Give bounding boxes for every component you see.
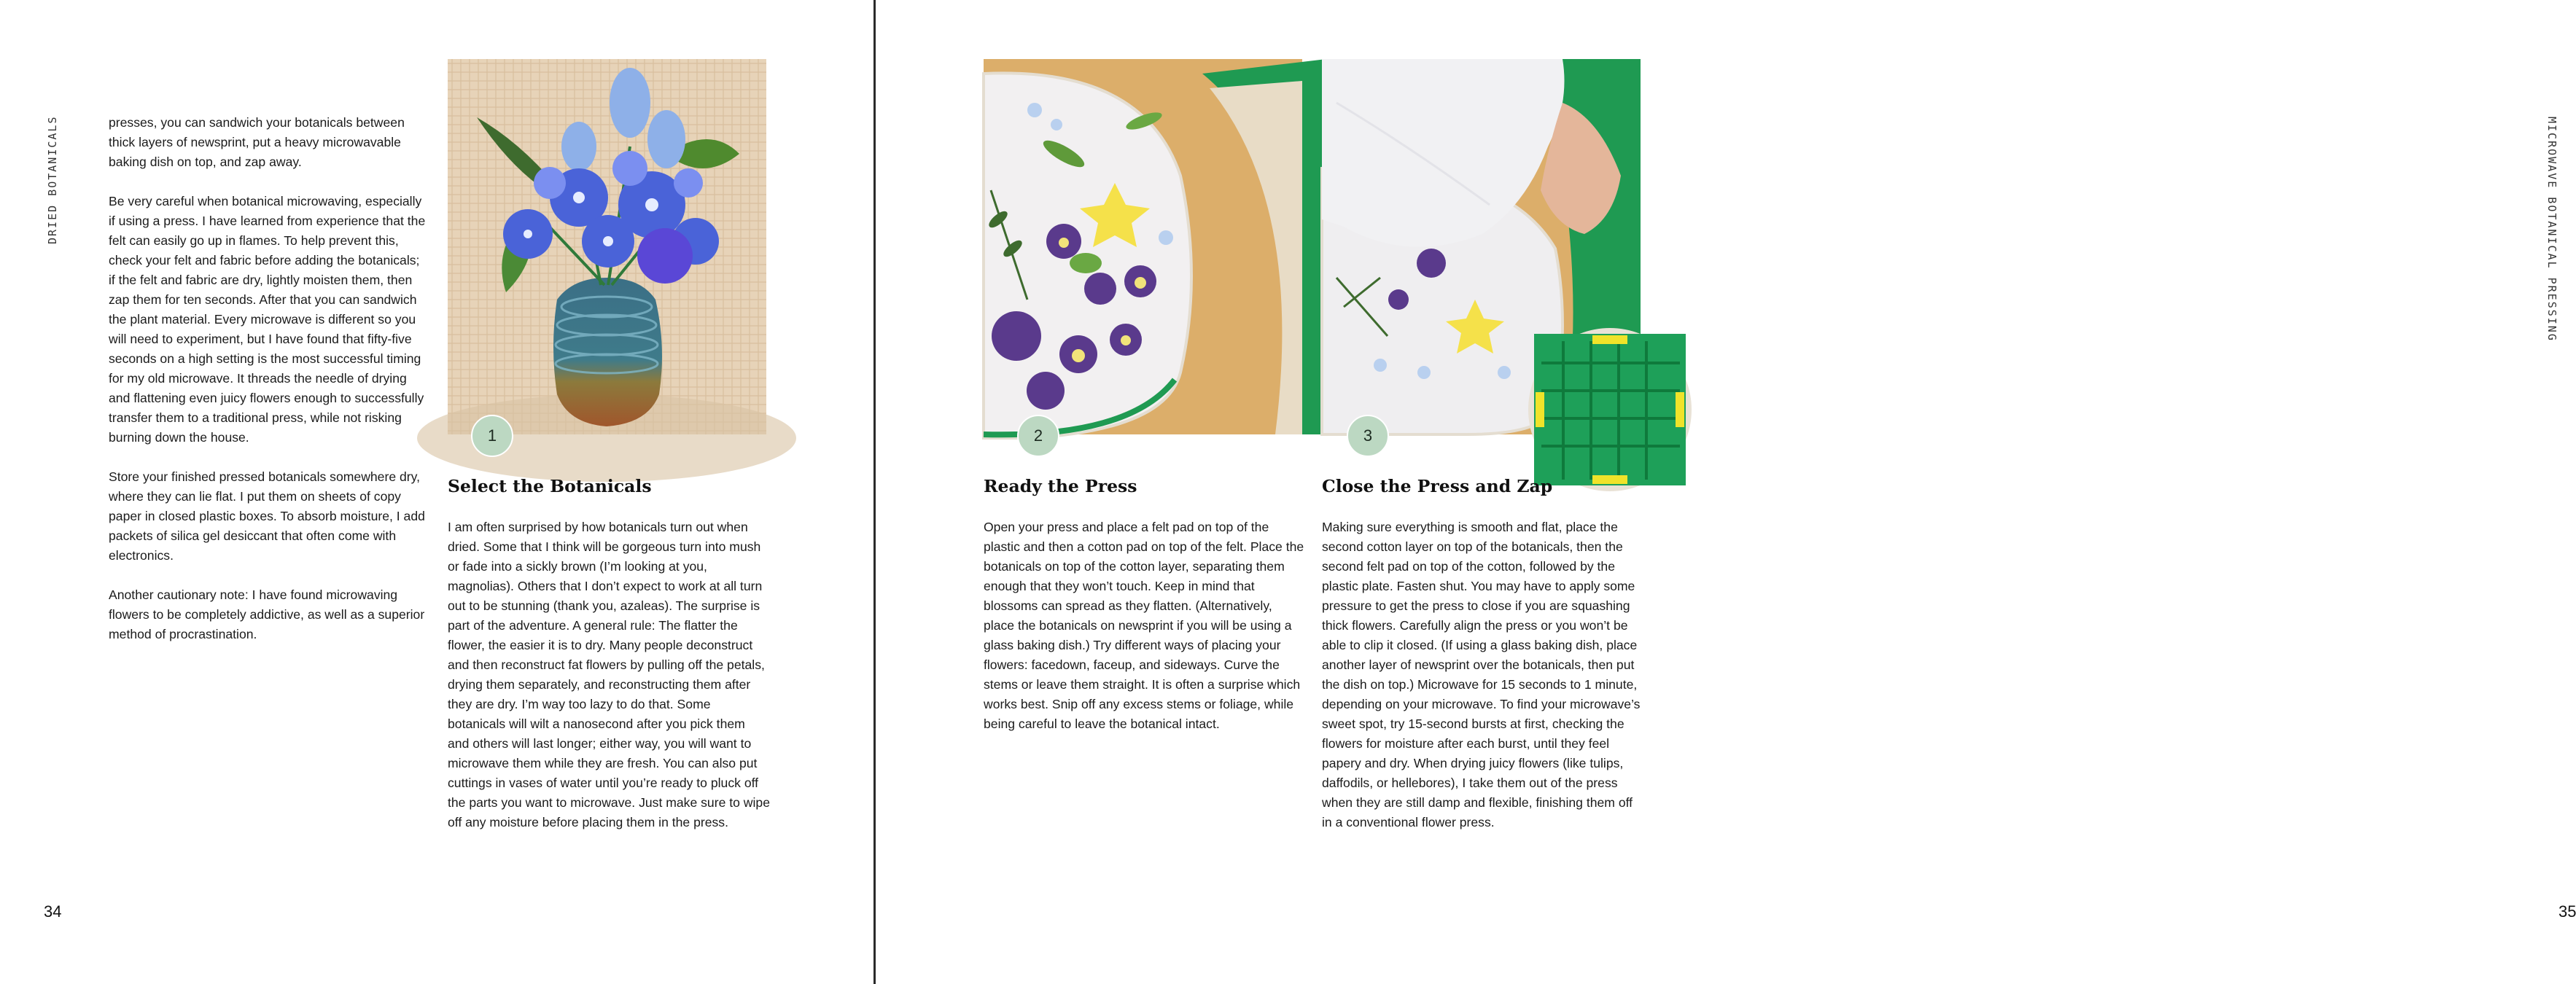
running-head-left: DRIED BOTANICALS: [46, 115, 59, 244]
step-title: Close the Press and Zap: [1322, 476, 1553, 496]
left-page: [0, 0, 873, 984]
press-grid-image: [1534, 334, 1686, 485]
step-number-badge: 2: [1017, 415, 1059, 457]
step-number-badge: 1: [471, 415, 513, 457]
step-body-text: Making sure everything is smooth and flat, place the second cotton layer on top of the botanicals, then the second felt pad on top of the cotton, followed by the plastic plate. Fasten shut. You may have to apply some pressure to get the press to close if you are squashing thick flowers. Carefully align the press or you won’t be able to clip it closed. (If using a glass baking dish, place another layer of newsprint over the botanicals, then put the dish on top.) Microwave for 15 seconds to 1 minute, depending on your microwave. To find your microwave’s sweet spot, try 15-second bursts at first, checking the flowers for moisture after each burst, until they feel papery and dry. When drying juicy flowers (like tulips, daffodils, or hellebores), I take them out of the press when they are still damp and flexible, finishing them off in a conventional flower press.: [1322, 520, 1641, 829]
intro-paragraph: Store your finished pressed botanicals somewhere dry, where they can lie flat. I put them on sheets of copy paper in closed plastic boxes. To absorb moisture, I add packets of silica gel desiccant that often come with electronics.: [109, 469, 425, 563]
step-title: Select the Botanicals: [448, 476, 652, 496]
photo-flowers-in-vase: [448, 59, 766, 434]
intro-paragraph: presses, you can sandwich your botanicals between thick layers of newsprint, put a heavy microwavable baking dish on top, and zap away.: [109, 115, 405, 169]
step-number-badge: 3: [1347, 415, 1389, 457]
step-title: Ready the Press: [984, 476, 1137, 496]
step-body-text: I am often surprised by how botanicals turn out when dried. Some that I think will be gorgeous turn into mush or fade into a sickly brown (I’m looking at you, magnolias). Others that I don’t expect to work at all turn out to be stunning (thank you, azaleas). The surprise is part of the adventure. A general rule: The flatter the flower, the easier it is to dry. Many people deconstruct and then reconstruct fat flowers by pulling off the petals, drying them separately, and reconstructing them after they are dry. I’m way too lazy to do that. Some botanicals will wilt a nanosecond after you pick them and others will last longer; either way, you will want to microwave them while they are fresh. You can also put cuttings in vases of water until you’re ready to pluck off the parts you want to microwave. Just make sure to wipe off any moisture before placing them in the press.: [448, 520, 770, 829]
vase-flowers-image: [448, 59, 766, 434]
step-body-text: Open your press and place a felt pad on top of the plastic and then a cotton pad on top of the felt. Place the botanicals on top of the cotton layer, separating them enough that they won’t touch. Keep in mind that blossoms can spread as they flatten. (Alternatively, place the botanicals on newsprint if you will be using a glass baking dish.) Try different ways of placing your flowers: facedown, faceup, and sideways. Curve the stems or leave them straight. It is often a surprise which works best. Snip off any excess stems or foliage, while being careful to leave the botanical intact.: [984, 520, 1304, 731]
intro-text-column: [109, 113, 429, 664]
intro-paragraph: Another cautionary note: I have found microwaving flowers to be completely addictive, as well as a superior method of procrastination.: [109, 587, 425, 641]
intro-paragraph: Be very careful when botanical microwaving, especially if using a press. I have learned from experience that the felt can easily go up in flames. To help prevent this, check your felt and fabric before adding the botanicals; if the felt and fabric are dry, lightly moisten them, then zap them for ten seconds. After that you can sandwich the plant material. Every microwave is different so you will need to experiment, but I have found that fifty-five seconds on a high setting is the most successful timing for my old microwave. It threads the needle of drying and flattening even juicy flowers enough to successfully transfer them to a traditional press, while not risking burning down the house.: [109, 194, 426, 445]
page-number-right: 35: [2559, 902, 2576, 921]
page-number-left: 34: [44, 902, 62, 921]
open-press-image: [984, 59, 1302, 434]
inset-press-grid: [1528, 328, 1692, 491]
running-head-right: MICROWAVE BOTANICAL PRESSING: [2545, 117, 2559, 342]
photo-open-press: [984, 59, 1302, 434]
